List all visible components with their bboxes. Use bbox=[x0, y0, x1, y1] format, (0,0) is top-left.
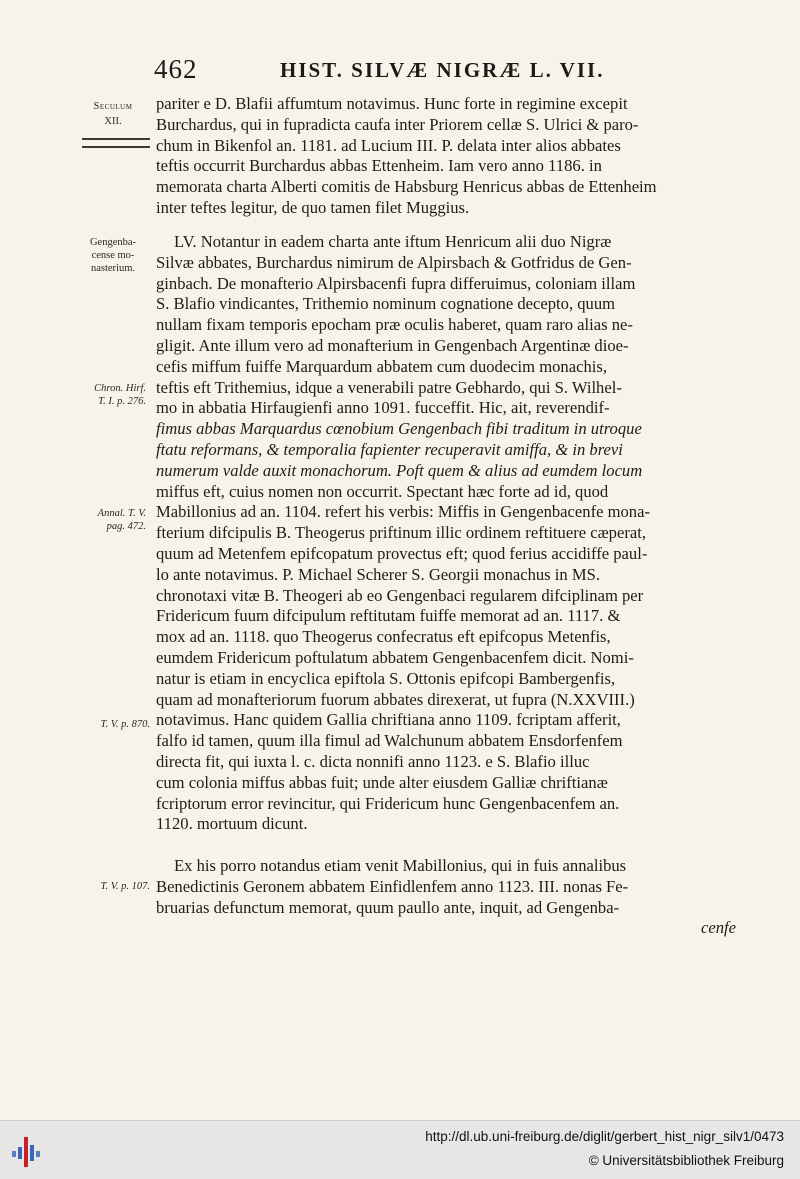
text-line: cum colonia miffus abbas fuit; unde alter eiusdem Galliæ chriftianæ bbox=[156, 772, 608, 792]
text-line: gligit. Ante illum vero ad monafterium in Gengenbach Argentinæ dioe- bbox=[156, 335, 629, 355]
text-line: fterium difcipulis B. Theogerus priftinum illic ordinem reftituere cæperat, bbox=[156, 523, 646, 543]
text-line: teftis eft Trithemius, idque a venerabili patre Gebhardo, qui S. Wilhel- bbox=[156, 377, 622, 397]
margin-note-seculum: Seculum bbox=[93, 101, 133, 112]
margin-note-line: Annal. T. V. bbox=[97, 508, 146, 519]
text-line: pariter e D. Blafii affumtum notavimus. Hunc forte in regimine excepit bbox=[156, 94, 628, 113]
text-line: fcriptorum error revincitur, qui Fridericum hunc Gengenbacenfem an. bbox=[156, 793, 620, 813]
text-line: numerum valde auxit monachorum. Poft quem & alius ad eumdem locum bbox=[156, 460, 643, 480]
text-line: Mabillonius ad an. 1104. refert his verbis: Miffis in Gengenbacenfe mona- bbox=[156, 502, 650, 522]
copyright-notice: © Universitätsbibliothek Freiburg bbox=[588, 1153, 784, 1168]
library-logo-icon bbox=[10, 1131, 40, 1171]
margin-note-line: nasterium. bbox=[90, 263, 136, 274]
text-line: miffus eft, cuius nomen non occurrit. Spectant hæc forte ad id, quod bbox=[156, 481, 609, 501]
text-line: Fridericum fuum difcipulum reftitutam fuiffe memorat ad an. 1117. & bbox=[156, 606, 621, 626]
text-line: nullam fixam temporis epocham præ oculis haberet, quam raro alias ne- bbox=[156, 315, 633, 335]
text-line: Burchardus, qui in fupradicta caufa inter Priorem cellæ S. Ulrici & paro- bbox=[156, 114, 639, 134]
document-url[interactable]: http://dl.ub.uni-freiburg.de/diglit/gerbert_hist_nigr_silv1/0473 bbox=[425, 1129, 784, 1144]
text-line: directa fit, qui iuxta l. c. dicta nonnifi anno 1123. e S. Blafio illuc bbox=[156, 751, 590, 771]
text-line: natur is etiam in encyclica epiftola S. Ottonis epifcopi Bambergenfis, bbox=[156, 668, 616, 688]
text-line: ftatu reformans, & temporalia fapienter recuperavit amiffa, & in brevi bbox=[156, 439, 623, 459]
text-line: LV. Notantur in eadem charta ante iftum Henricum alii duo Nigræ bbox=[174, 232, 612, 251]
text-line: mo in abbatia Hirfaugienfi anno 1091. fucceffit. Hic, ait, reverendif- bbox=[156, 398, 610, 418]
text-line: quum ad Metenfem epifcopatum provectus eft; quod ferius accidiffe paul- bbox=[156, 543, 648, 563]
text-line: Silvæ abbates, Burchardus nimirum de Alpirsbach & Gotfridus de Gen- bbox=[156, 252, 632, 272]
text-line: fimus abbas Marquardus cœnobium Gengenbach fibi traditum in utroque bbox=[156, 419, 642, 439]
margin-note-line: T. I. p. 276. bbox=[98, 396, 146, 407]
text-line: lo ante notavimus. P. Michael Scherer S. Georgii monachus in MS. bbox=[156, 564, 600, 584]
margin-note-seculum-number: XII. bbox=[104, 116, 122, 127]
text-line: memorata charta Alberti comitis de Habsburg Henricus abbas de Ettenheim bbox=[156, 177, 657, 197]
ornamental-rule bbox=[82, 138, 150, 148]
margin-note-line: Gengenba- bbox=[89, 237, 137, 248]
margin-note-tv870: T. V. p. 870. bbox=[100, 719, 150, 730]
running-title: HIST. SILVÆ NIGRÆ L. VII. bbox=[280, 58, 605, 82]
margin-note-line: cense mo- bbox=[91, 250, 135, 261]
margin-note-annal bbox=[74, 507, 146, 533]
text-line: teftis occurrit Burchardus abbas Ettenheim. Iam vero anno 1186. in bbox=[156, 156, 602, 176]
page-header bbox=[150, 54, 750, 88]
text-line: ginbach. De monafterio Alpirsbacenfi fupra differuimus, coloniam illam bbox=[156, 273, 636, 293]
text-line: mox ad an. 1118. quo Theogerus confecratus eft epifcopus Metenfis, bbox=[156, 627, 611, 647]
text-line: cefis miffum fuiffe Marquardum abbatem cum duodecim monachis, bbox=[156, 356, 607, 376]
catchword: cenfe bbox=[700, 918, 736, 938]
text-line: S. Blafio vindicantes, Trithemio nominum cognatione decepto, quum bbox=[156, 294, 616, 314]
text-line: quam ad monafteriorum fuorum abbates direxerat, ut fupra (N.XXVIII.) bbox=[156, 689, 635, 709]
text-line: eumdem Fridericum poftulatum abbatem Gengenbacenfem dicit. Nomi- bbox=[156, 647, 634, 667]
text-line: 1120. mortuum dicunt. bbox=[156, 814, 308, 834]
page-number: 462 bbox=[154, 54, 198, 84]
text-line: Benedictinis Geronem abbatem Einfidlenfem anno 1123. III. nonas Fe- bbox=[156, 876, 629, 896]
paragraph-1 bbox=[156, 94, 736, 219]
text-line: notavimus. Hanc quidem Gallia chriftiana anno 1109. fcriptam afferit, bbox=[156, 710, 621, 730]
paragraph-2 bbox=[156, 232, 736, 835]
margin-note-tv107: T. V. p. 107. bbox=[100, 881, 150, 892]
text-line: bruarias defunctum memorat, quum paullo ante, inquit, ad Gengenba- bbox=[156, 897, 620, 917]
text-line: chum in Bikenfol an. 1181. ad Lucium III. P. delata inter alios abbates bbox=[156, 135, 621, 155]
text-line: Ex his porro notandus etiam venit Mabillonius, qui in fuis annalibus bbox=[174, 856, 627, 875]
margin-note-line: pag. 472. bbox=[106, 521, 146, 532]
margin-note-gengenbacense bbox=[74, 236, 152, 275]
margin-note-line: Chron. Hirf. bbox=[94, 383, 146, 394]
text-line: inter teftes legitur, de quo tamen filet Muggius. bbox=[156, 197, 470, 217]
margin-note-chron-hirs bbox=[74, 382, 146, 408]
text-line: chronotaxi vitæ B. Theogeri ab eo Gengenbaci regularem difciplinam per bbox=[156, 585, 644, 605]
text-line: falfo id tamen, quum illa fimul ad Walchunum abbatem Ensdorfenfem bbox=[156, 731, 623, 751]
paragraph-3 bbox=[156, 856, 736, 939]
viewer-footer bbox=[0, 1120, 800, 1179]
